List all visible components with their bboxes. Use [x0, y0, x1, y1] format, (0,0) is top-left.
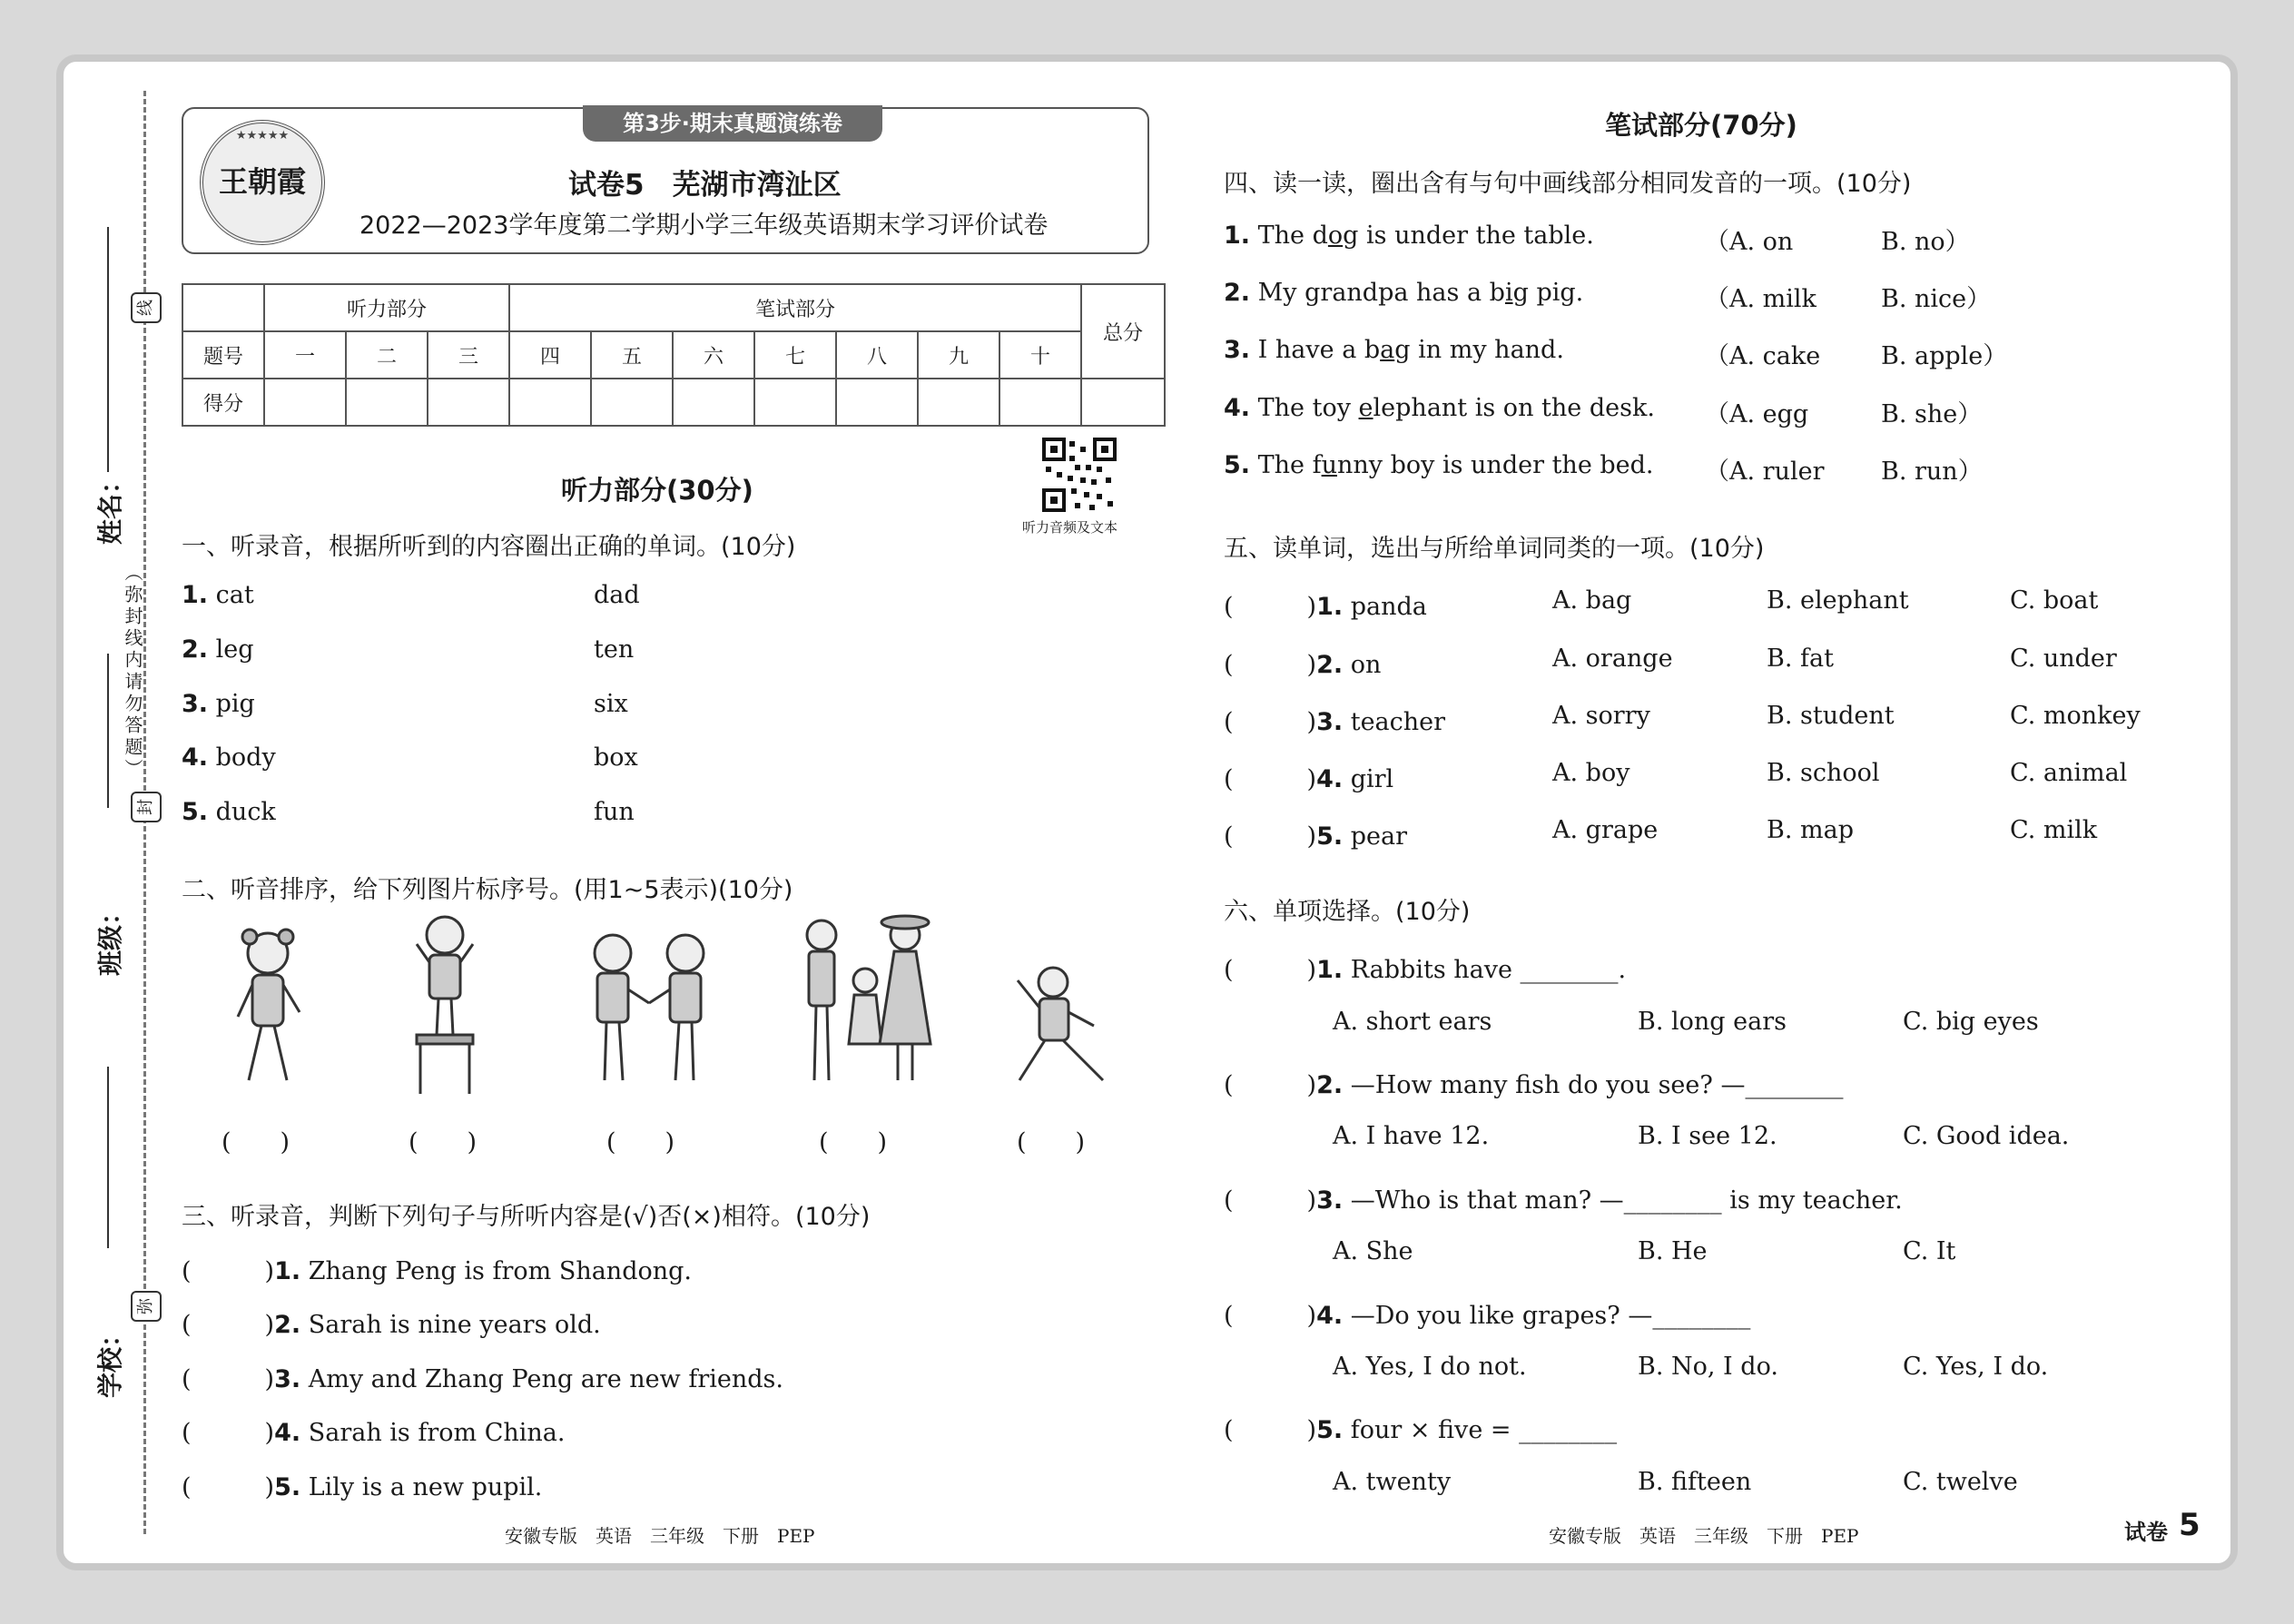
option-a: （A. milk: [1705, 285, 1816, 313]
list-item: 2. My grandpa has a big pig.: [1224, 279, 1584, 307]
order-bracket[interactable]: ( ): [819, 1128, 888, 1156]
exam-title: 试卷5 芜湖市湾沚区: [568, 169, 842, 202]
option-b: B. map: [1767, 816, 1854, 844]
row-label-number: 题号: [182, 331, 264, 379]
score-cell[interactable]: [918, 379, 999, 426]
score-cell[interactable]: [509, 379, 591, 426]
section-2-title: 二、听音排序，给下列图片标序号。(用1~5表示)(10分): [182, 876, 793, 904]
listening-title: 听力部分(30分): [561, 475, 753, 506]
footer-left: 安徽专版 英语 三年级 下册 PEP: [505, 1525, 815, 1547]
col-header: 七: [754, 331, 836, 379]
col-header: 四: [509, 331, 591, 379]
option-c: C. Yes, I do.: [1903, 1353, 2049, 1381]
list-item: 5. duck: [182, 798, 276, 826]
list-item: dad: [594, 581, 640, 609]
answer-bracket[interactable]: ( ): [1224, 822, 1317, 851]
answer-bracket[interactable]: ( ): [1224, 708, 1317, 736]
option-a: A. grape: [1552, 816, 1659, 844]
answer-bracket[interactable]: ( ): [182, 1311, 275, 1339]
option-a: A. orange: [1552, 645, 1673, 673]
order-bracket[interactable]: ( ): [222, 1128, 290, 1156]
table-corner: [182, 284, 264, 331]
boy-on-chair-picture: [404, 908, 486, 1103]
school-line: [107, 1067, 109, 1248]
option-c: C. Good idea.: [1903, 1122, 2070, 1150]
option-a: A. boy: [1552, 759, 1630, 787]
option-b: B. student: [1767, 702, 1895, 730]
list-item: ( )5. pear: [1224, 822, 1407, 851]
order-bracket[interactable]: ( ): [1017, 1128, 1086, 1156]
col-header: 九: [918, 331, 999, 379]
list-item: 5. The funny boy is under the bed.: [1224, 451, 1654, 479]
list-item: ( )3. —Who is that man? —________ is my teacher.: [1224, 1186, 1903, 1215]
footer-page-label: 试卷: [2124, 1520, 2168, 1545]
name-label: 姓名：: [95, 468, 125, 545]
answer-bracket[interactable]: ( ): [1224, 1186, 1317, 1215]
list-item: ( )1. Zhang Peng is from Shandong.: [182, 1257, 692, 1285]
list-item: 2. leg: [182, 635, 254, 664]
option-b: B. No, I do.: [1638, 1353, 1778, 1381]
option-b: B. fifteen: [1638, 1468, 1752, 1496]
option-c: C. monkey: [2010, 702, 2141, 730]
score-cell[interactable]: [673, 379, 754, 426]
answer-bracket[interactable]: ( ): [1224, 651, 1317, 679]
option-a: （A. cake: [1705, 342, 1821, 370]
option-a: A. twenty: [1333, 1468, 1452, 1496]
col-header: 一: [264, 331, 346, 379]
list-item: ( )4. Sarah is from China.: [182, 1419, 566, 1447]
list-item: box: [594, 743, 638, 772]
list-item: ( )4. girl: [1224, 765, 1394, 793]
section-4-title: 四、读一读，圈出含有与句中画线部分相同发音的一项。(10分): [1224, 170, 1912, 198]
score-table: [182, 283, 1166, 427]
writing-header: 笔试部分: [509, 284, 1081, 331]
score-cell[interactable]: [754, 379, 836, 426]
score-cell[interactable]: [428, 379, 509, 426]
option-b: B. fat: [1767, 645, 1834, 673]
list-item: ( )2. on: [1224, 651, 1382, 679]
option-a: A. sorry: [1552, 702, 1650, 730]
list-item: 4. body: [182, 743, 276, 772]
answer-bracket[interactable]: ( ): [1224, 1416, 1317, 1444]
footer-right: 安徽专版 英语 三年级 下册 PEP: [1549, 1525, 1859, 1547]
answer-bracket[interactable]: ( ): [182, 1473, 275, 1501]
answer-bracket[interactable]: ( ): [1224, 1071, 1317, 1099]
option-b: B. run）: [1881, 458, 1983, 486]
answer-bracket[interactable]: ( ): [182, 1365, 275, 1393]
exam-header: [182, 107, 1149, 254]
answer-bracket[interactable]: ( ): [1224, 593, 1317, 621]
list-item: ( )4. —Do you like grapes? —________: [1224, 1302, 1751, 1330]
option-b: B. she）: [1881, 400, 1983, 428]
option-a: A. Yes, I do not.: [1333, 1353, 1527, 1381]
list-item: 3. pig: [182, 690, 255, 718]
list-item: 1. cat: [182, 581, 254, 609]
answer-bracket[interactable]: ( ): [1224, 765, 1317, 793]
girl-walking-picture: [218, 917, 318, 1098]
option-b: B. nice）: [1881, 285, 1992, 313]
seal-note: （弥封线内请勿答题）: [122, 563, 143, 781]
star-icon: ★★★★★: [235, 129, 290, 143]
option-a: （A. egg: [1705, 400, 1809, 428]
col-header: 十: [999, 331, 1081, 379]
boys-handshake-picture: [572, 917, 726, 1098]
list-item: ( )2. —How many fish do you see? —________: [1224, 1071, 1844, 1099]
family-picture: [794, 908, 940, 1098]
qr-caption: 听力音频及文本: [1022, 519, 1118, 536]
option-c: C. It: [1903, 1237, 1956, 1265]
name-line: [107, 227, 109, 472]
option-a: A. I have 12.: [1333, 1122, 1490, 1150]
col-header: 五: [591, 331, 673, 379]
section-1-title: 一、听录音，根据所听到的内容圈出正确的单词。(10分): [182, 533, 796, 561]
option-c: C. milk: [2010, 816, 2098, 844]
list-item: ( )3. teacher: [1224, 708, 1446, 736]
answer-bracket[interactable]: ( ): [182, 1419, 275, 1447]
logo-text: 王朝霞: [218, 164, 306, 199]
list-item: ( )2. Sarah is nine years old.: [182, 1311, 601, 1339]
order-bracket[interactable]: ( ): [606, 1128, 675, 1156]
section-6-title: 六、单项选择。(10分): [1224, 898, 1471, 926]
publisher-logo: [200, 120, 325, 245]
exam-subtitle: 2022—2023学年度第二学期小学三年级英语期末学习评价试卷: [359, 212, 1049, 240]
score-cell[interactable]: [264, 379, 346, 426]
class-line: [107, 654, 109, 808]
qr-code-icon[interactable]: [1042, 438, 1117, 512]
total-header: 总分: [1081, 284, 1165, 379]
list-item: ( )1. panda: [1224, 593, 1427, 621]
option-b: B. I see 12.: [1638, 1122, 1777, 1150]
option-c: C. big eyes: [1903, 1008, 2039, 1036]
class-label: 班级：: [95, 899, 125, 976]
grandpa-taichi-picture: [1003, 962, 1121, 1098]
option-c: C. under: [2010, 645, 2117, 673]
seal-mi: 弥: [131, 1291, 162, 1322]
list-item: ( )5. four × five = ________: [1224, 1416, 1618, 1444]
footer-page-number: 5: [2179, 1507, 2200, 1543]
school-label: 学校：: [95, 1321, 125, 1398]
score-cell[interactable]: [346, 379, 428, 426]
list-item: ( )3. Amy and Zhang Peng are new friends.: [182, 1365, 783, 1393]
row-label-score: 得分: [182, 379, 264, 426]
option-c: C. twelve: [1903, 1468, 2018, 1496]
answer-bracket[interactable]: ( ): [1224, 956, 1317, 984]
list-item: 4. The toy elephant is on the desk.: [1224, 394, 1655, 422]
answer-bracket[interactable]: ( ): [182, 1257, 275, 1285]
seal-feng: 封: [131, 792, 162, 822]
option-b: B. no）: [1881, 228, 1970, 256]
col-header: 三: [428, 331, 509, 379]
option-b: B. elephant: [1767, 586, 1909, 615]
score-cell[interactable]: [999, 379, 1081, 426]
list-item: 3. I have a bag in my hand.: [1224, 336, 1564, 364]
list-item: ten: [594, 635, 635, 664]
option-c: C. boat: [2010, 586, 2099, 615]
section-3-title: 三、听录音，判断下列句子与所听内容是(√)否(×)相符。(10分): [182, 1203, 871, 1231]
score-cell[interactable]: [836, 379, 918, 426]
option-a: A. short ears: [1333, 1008, 1492, 1036]
col-header: 二: [346, 331, 428, 379]
total-score-cell[interactable]: [1081, 379, 1165, 426]
option-c: C. animal: [2010, 759, 2128, 787]
option-a: A. bag: [1552, 586, 1632, 615]
list-item: fun: [594, 798, 635, 826]
step-banner: 第3步·期末真题演练卷: [583, 105, 882, 142]
col-header: 八: [836, 331, 918, 379]
option-a: （A. on: [1705, 228, 1794, 256]
listening-header: 听力部分: [264, 284, 509, 331]
list-item: ( )5. Lily is a new pupil.: [182, 1473, 543, 1501]
list-item: ( )1. Rabbits have ________.: [1224, 956, 1627, 984]
col-header: 六: [673, 331, 754, 379]
list-item: six: [594, 690, 628, 718]
option-b: B. apple）: [1881, 342, 2008, 370]
option-b: B. school: [1767, 759, 1880, 787]
option-b: B. long ears: [1638, 1008, 1787, 1036]
score-cell[interactable]: [591, 379, 673, 426]
option-b: B. He: [1638, 1237, 1708, 1265]
answer-bracket[interactable]: ( ): [1224, 1302, 1317, 1330]
writing-title: 笔试部分(70分): [1605, 110, 1797, 141]
seal-xian: 线: [131, 292, 162, 323]
option-a: （A. ruler: [1705, 458, 1825, 486]
order-bracket[interactable]: ( ): [409, 1128, 478, 1156]
list-item: 1. The dog is under the table.: [1224, 221, 1594, 250]
section-5-title: 五、读单词，选出与所给单词同类的一项。(10分): [1224, 535, 1765, 563]
option-a: A. She: [1333, 1237, 1413, 1265]
